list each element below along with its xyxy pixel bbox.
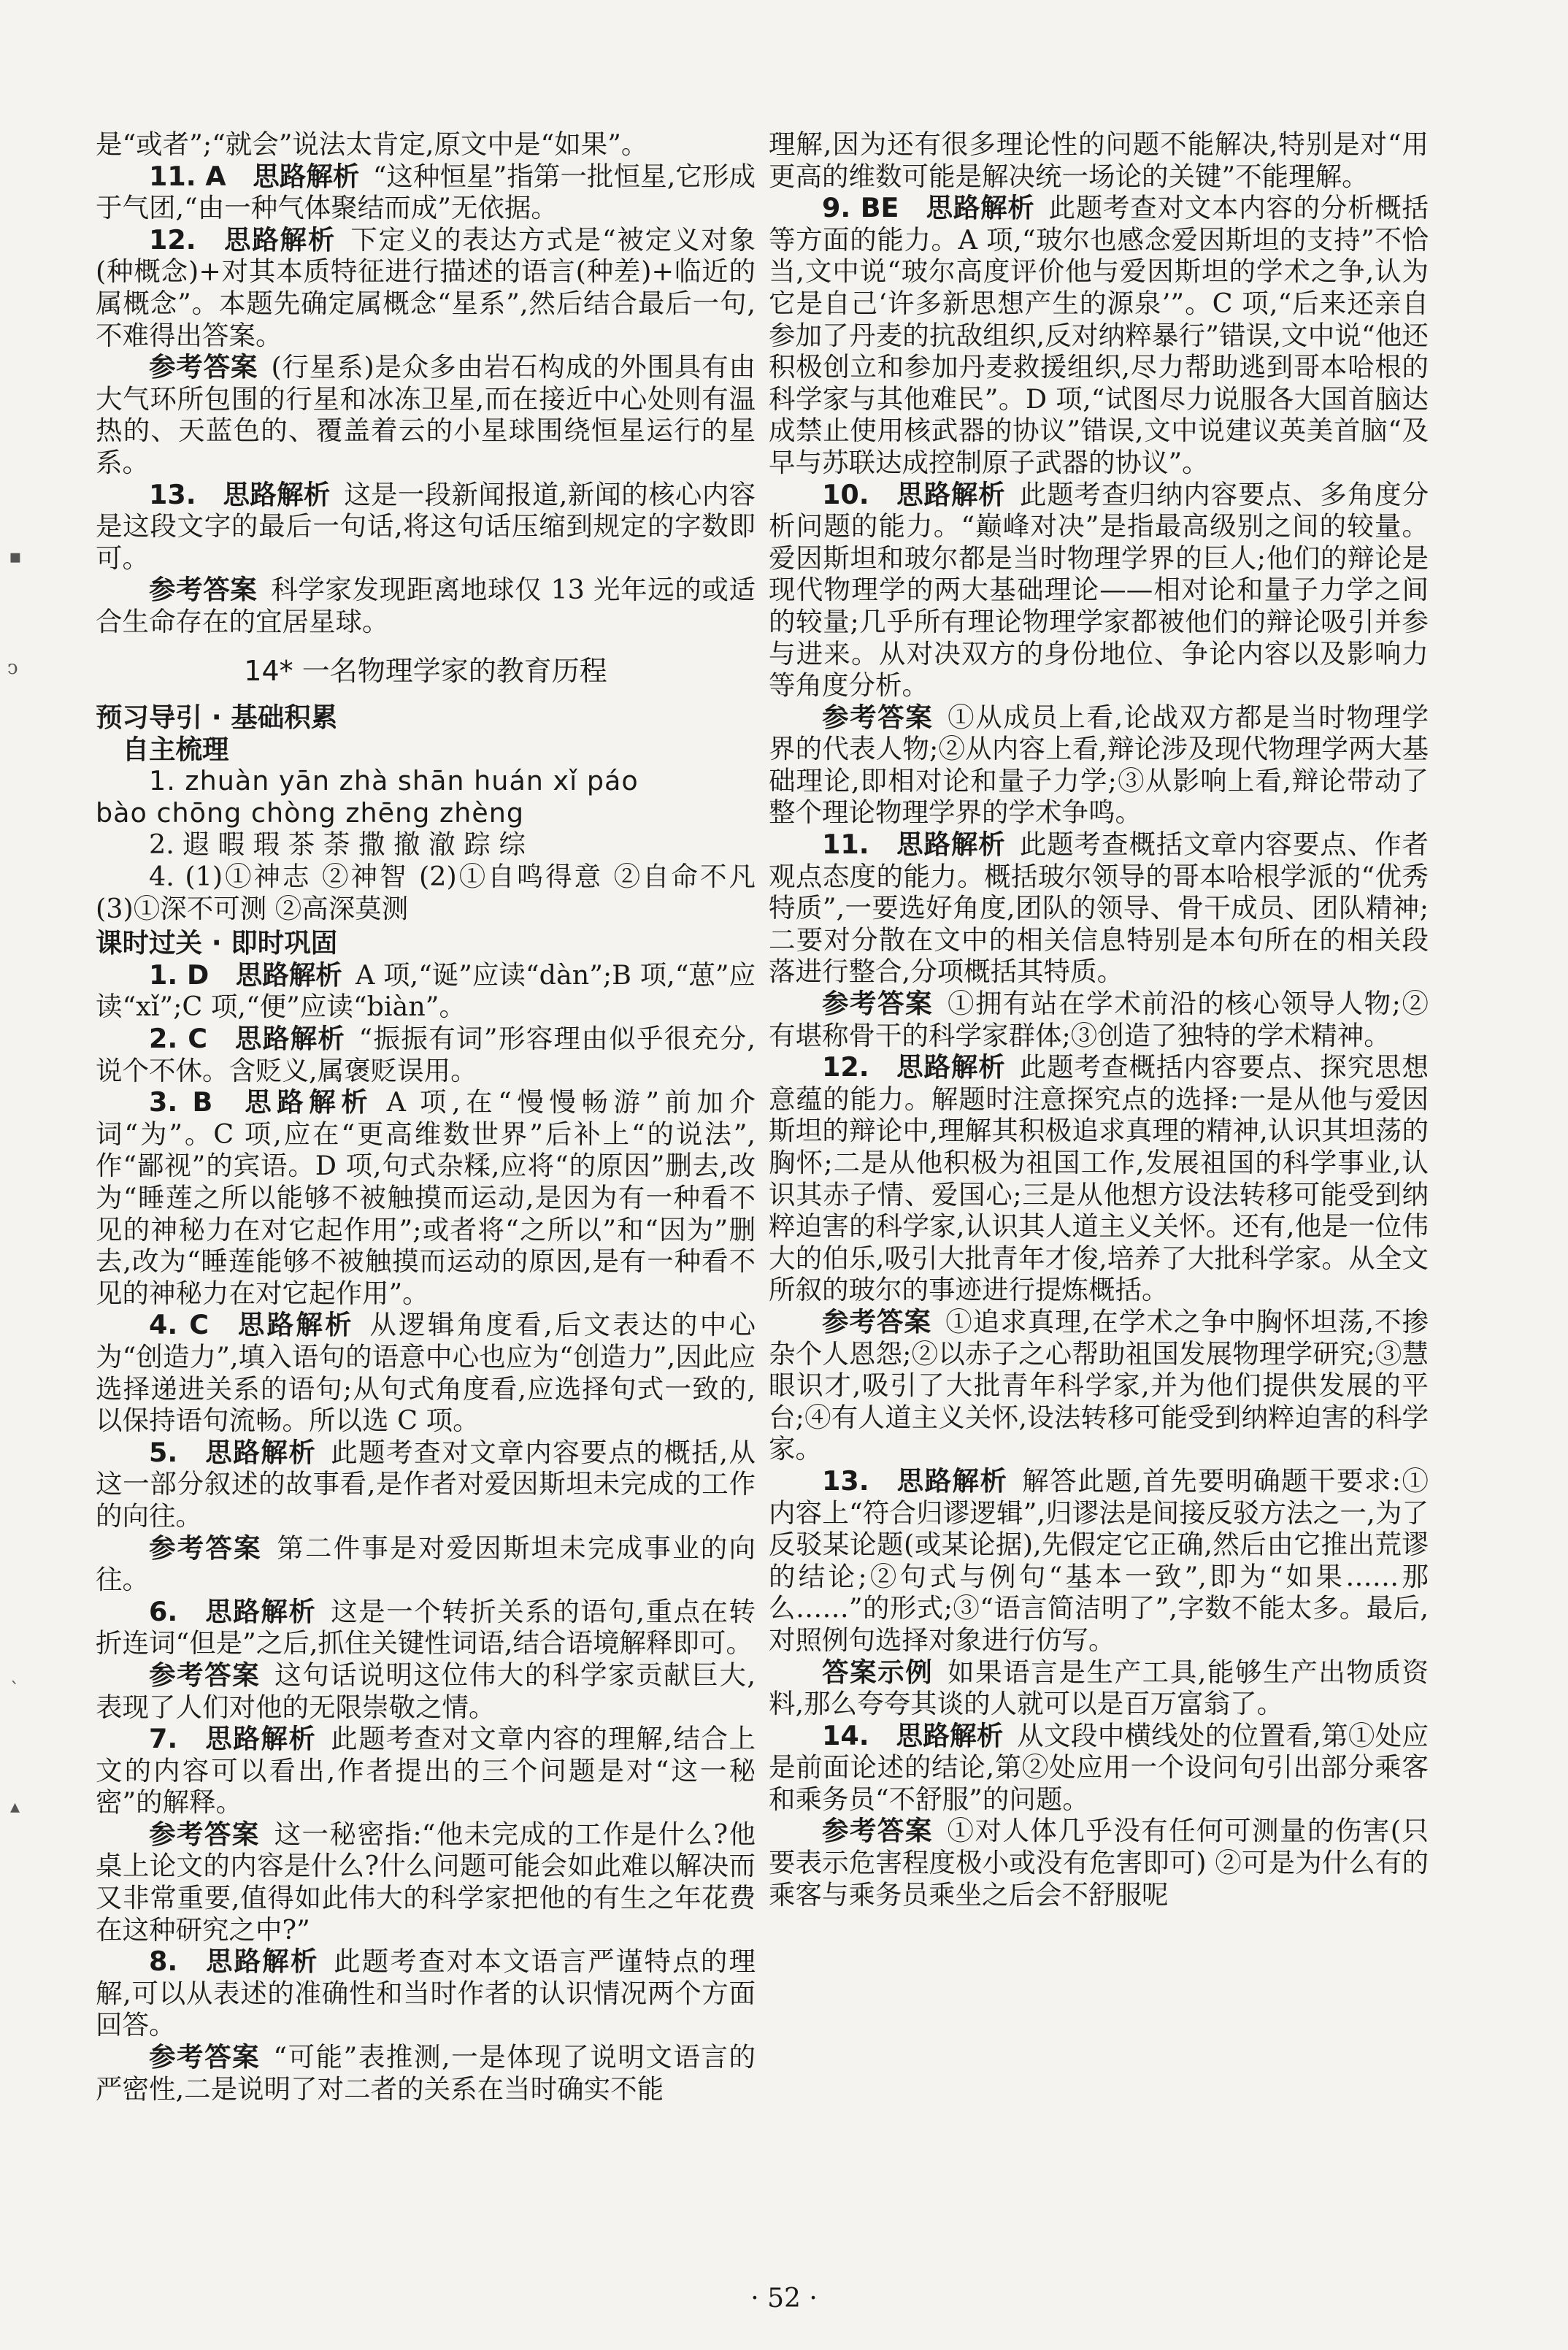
question-number: 4. C [149,1309,210,1341]
answer-paragraph [96,479,756,575]
answer-paragraph [96,224,756,351]
paragraph-text: 科学家发现距离地球仅 13 光年远的或适合生命存在的宜居星球。 [96,574,756,637]
paragraph-text: “这种恒星”指第一批恒星,它形成于气团,“由一种气体聚结而成”无依据。 [96,160,756,224]
answer-paragraph [96,161,756,224]
paragraph-text: 4. (1)①神志 ②神智 (2)①自鸣得意 ②自命不凡 (3)①深不可测 ②高深莫测 [96,861,756,924]
question-number: 1. D [149,959,210,991]
left-column [96,128,756,2105]
paragraph-text: 从文段中横线处的位置看,第①处应是前面论述的结论,第②处应用一个设问句引出部分乘客和乘务员“不舒服”的问题。 [769,1719,1429,1815]
paragraph-text: ①对人体几乎没有任何可测量的伤害(只要表示危害程度极小或没有危害即可) ②可是为什么有的乘客与乘务员乘坐之后会不舒服呢 [769,1815,1429,1911]
answer-paragraph [96,1946,756,2041]
answer-label: 思路解析 [896,478,1006,510]
answer-label: 思路解析 [925,192,1035,224]
answer-label: 思路解析 [896,829,1006,861]
paragraph-text: 1. zhuàn yān zhà shān huán xǐ páo [149,765,639,797]
lesson-title [96,656,756,688]
paragraph-text: 这是一段新闻报道,新闻的核心内容是这段文字的最后一句话,将这句话压缩到规定的字数即可。 [96,478,756,574]
answer-label: 思路解析 [204,1595,317,1627]
paragraph-text: 理解,因为还有很多理论性的问题不能解决,特别是对“用更高的维数可能是解决统一场论的关键”不能理解。 [769,128,1429,192]
question-number: 13. [149,478,196,510]
answer-paragraph [96,1437,756,1532]
answer-paragraph [96,861,756,924]
answer-label: 参考答案 [149,1818,260,1850]
answer-paragraph [96,765,756,797]
answer-paragraph [769,702,1429,829]
paragraph-text: 课时过关 · 即时巩固 [96,927,338,959]
answer-label: 参考答案 [149,351,258,383]
question-number: 13. [822,1464,869,1497]
paragraph-text: A 项,“诞”应读“dàn”;B 项,“葸”应读“xǐ”;C 项,“便”应读“biàn”。 [96,959,756,1023]
answer-label: 参考答案 [149,2041,261,2073]
paragraph-text: 此题考查概括文章内容要点、作者观点态度的能力。概括玻尔领导的哥本哈根学派的“优秀特质”,一要选好角度,团队的领导、骨干成员、团队精神;二要对分散在文中的相关信息特别是本句所在的相关段落进行整合,分项概括其特质。 [769,829,1429,988]
paragraph-text: 此题考查对本文语言严谨特点的理解,可以从表述的准确性和当时作者的认识情况两个方面回答。 [96,1946,756,2041]
answer-paragraph [96,128,756,161]
paragraph-text: “可能”表推测,一是体现了说明文语言的严密性,二是说明了对二者的关系在当时确实不能 [96,2041,756,2105]
section-heading [96,702,756,734]
answer-paragraph [769,1656,1429,1720]
paragraph-text: (行星系)是众多由岩石构成的外围具有由大气环所包围的行星和冰冻卫星,而在接近中心处则有温热的、天蓝色的、覆盖着云的小星球围绕恒星运行的星系。 [96,351,756,478]
margin-mark: ▴ [10,1796,20,1818]
answer-label: 思路解析 [223,223,337,256]
answer-paragraph [96,2041,756,2105]
question-number: 14. [822,1719,869,1751]
paragraph-text: 下定义的表达方式是“被定义对象(种概念)+对其本质特征进行描述的语言(种差)+临近的属概念”。本题先确定属概念“星系”,然后结合最后一句,不难得出答案。 [96,223,756,351]
question-number: 12. [149,223,196,256]
answer-label: 思路解析 [896,1464,1008,1497]
paragraph-text: 第二件事是对爱因斯坦未完成事业的向往。 [96,1532,756,1596]
answer-label: 思路解析 [204,1436,317,1468]
paragraph-text: 此题考查对文章内容的理解,结合上文的内容可以看出,作者提出的三个问题是对“这一秘密”的解释。 [96,1723,756,1819]
answer-label: 参考答案 [149,1532,262,1564]
question-number: 12. [822,1051,869,1083]
answer-paragraph [96,574,756,637]
answer-label: 参考答案 [822,1305,932,1337]
answer-label: 思路解析 [235,959,342,991]
paragraph-text: ①拥有站在学术前沿的核心领导人物;②有堪称骨干的科学家群体;③创造了独特的学术精神。 [769,988,1429,1051]
right-column [769,128,1429,1911]
answer-paragraph [769,1306,1429,1465]
paragraph-text: 这是一个转折关系的语句,重点在转折连词“但是”之后,抓住关键性词语,结合语境解释即可。 [96,1595,756,1659]
question-number: 6. [149,1595,178,1627]
paragraph-text: A 项,在“慢慢畅游”前加介词“为”。C 项,应在“更高维数世界”后补上“的说法”,作“鄙视”的宾语。D 项,句式杂糅,应将“的原因”删去,改为“睡莲之所以能够不被触摸而运动,是因为有一种看不见的神秘力在对它起作用”;或者将“之所以”和“因为”删去,改为“睡莲能够不被触摸而运动的原因,是有一种看不见的神秘力在对它起作用”。 [96,1086,756,1309]
answer-paragraph [769,1720,1429,1816]
question-number: 11. [822,829,869,861]
answer-paragraph [769,988,1429,1051]
answer-paragraph [96,1723,756,1819]
question-number: 10. [822,478,869,510]
answer-label: 思路解析 [223,478,331,510]
answer-label: 参考答案 [149,574,258,606]
paragraph-text: 此题考查归纳内容要点、多角度分析问题的能力。“巅峰对决”是指最高级别之间的较量。爱因斯坦和玻尔都是当时物理学界的巨人;他们的辩论是现代物理学的两大基础理论——相对论和量子力学之间的较量;几乎所有理论物理学家都被他们的辩论吸引并参与进来。从对决双方的身份地位、争论内容以及影响力等角度分析。 [769,478,1429,702]
answer-paragraph [769,192,1429,478]
paragraph-text: ①追求真理,在学术之争中胸怀坦荡,不掺杂个人恩怨;②以赤子之心帮助祖国发展物理学研究;③慧眼识才,吸引了大批青年科学家,并为他们提供发展的平台;④有人道主义关怀,设法转移可能受到纳粹迫害的科学家。 [769,1305,1429,1465]
question-number: 3. B [149,1086,213,1118]
paragraph-text: 是“或者”;“就会”说法太肯定,原文中是“如果”。 [96,128,648,160]
answer-label: 思路解析 [253,160,360,192]
section-heading [96,927,756,959]
paragraph-text: 解答此题,首先要明确题干要求:①内容上“符合归谬逻辑”,归谬法是间接反驳方法之一,为了反驳某论题(或某论据),先假定它正确,然后由它推出荒谬的结论;②句式与例句“基本一致”,即为“如果……那么……”的形式;③“语言简洁明了”,字数不能太多。最后,对照例句选择对象进行仿写。 [769,1464,1429,1656]
answer-label: 思路解析 [235,1309,354,1341]
answer-paragraph [769,829,1429,988]
answer-label: 思路解析 [234,1023,346,1055]
answer-paragraph [96,1659,756,1723]
answer-paragraph [96,1023,756,1086]
page-number: · 52 · [750,2284,818,2313]
paragraph-text: 如果语言是生产工具,能够生产出物质资料,那么夸夸其谈的人就可以是百万富翁了。 [769,1656,1429,1720]
question-number: 11. A [149,160,226,192]
answer-paragraph [769,128,1429,192]
subsection-heading [96,734,756,766]
paragraph-text: 此题考查对文本内容的分析概括等方面的能力。A 项,“玻尔也感念爱因斯坦的支持”不恰当,文中说“玻尔高度评价他与爱因斯坦的学术之争,认为它是自己‘许多新思想产生的源泉’”。C 项,“后来还亲自参加了丹麦的抗敌组织,反对纳粹暴行”错误,文中说“他还积极创立和参加丹麦救援组织,尽力帮助逃到哥本哈根的科学家与其他难民”。D 项,“试图尽力说服各大国首脑达成禁止使用核武器的协议”错误,文中说建议英美首脑“及早与苏联达成控制原子武器的协议”。 [769,192,1429,478]
question-number: 2. C [149,1023,208,1055]
paragraph-text: 2. 遐 暇 瑕 茶 荼 撒 撤 澈 踪 综 [149,829,526,861]
question-number: 7. [149,1723,178,1755]
answer-label: 参考答案 [822,988,934,1020]
paragraph-text: bào chōng chòng zhēng zhèng [96,796,525,829]
paragraph-text: 自主梳理 [122,733,229,765]
margin-mark: ▪ [9,546,22,568]
answer-paragraph [96,1532,756,1596]
question-number: 8. [149,1946,178,1978]
answer-label: 答案示例 [822,1656,934,1688]
answer-label: 参考答案 [822,701,934,733]
answer-paragraph [96,1819,756,1946]
answer-paragraph [96,829,756,861]
question-number: 5. [149,1436,178,1468]
answer-paragraph [96,351,756,478]
answer-paragraph [96,1596,756,1659]
paragraph-text: “振振有词”形容理由似乎很充分,说个不休。含贬义,属褒贬误用。 [96,1023,756,1086]
answer-paragraph [96,1309,756,1436]
paragraph-text: 从逻辑角度看,后文表达的中心为“创造力”,填入语句的语意中心也应为“创造力”,因此应选择递进关系的语句;从句式角度看,应选择句式一致的,以保持语句流畅。所以选 C 项。 [96,1309,756,1437]
margin-mark: ˋ [10,1679,20,1701]
paragraph-text: ①从成员上看,论战双方都是当时物理学界的代表人物;②从内容上看,辩论涉及现代物理学两大基础理论,即相对论和量子力学;③从影响上看,辩论带动了整个理论物理学界的学术争鸣。 [769,701,1429,829]
paragraph-text: 14* 一名物理学家的教育历程 [244,654,607,687]
answer-paragraph [769,1815,1429,1911]
question-number: 9. BE [822,192,899,224]
answer-label: 思路解析 [239,1086,374,1118]
answer-paragraph [96,1086,756,1309]
answer-paragraph [769,479,1429,702]
paragraph-text: 这句话说明这位伟大的科学家贡献巨大,表现了人们对他的无限崇敬之情。 [96,1659,756,1723]
answer-label: 思路解析 [204,1946,319,1978]
answer-paragraph [769,1051,1429,1306]
paragraph-text: 此题考查概括内容要点、探究思想意蕴的能力。解题时注意探究点的选择:一是从他与爱因斯坦的辩论中,理解其积极追求真理的精神,认识其坦荡的胸怀;二是从他积极为祖国工作,发展祖国的科学事业,认识其赤子情、爱国心;三是从他想方设法转移可能受到纳粹迫害的科学家,认识其人道主义关怀。还有,他是一位伟大的伯乐,吸引大批青年才俊,培养了大批科学家。从全文所叙的玻尔的事迹进行提炼概括。 [769,1051,1429,1306]
answer-label: 思路解析 [896,1719,1004,1751]
answer-paragraph [769,1465,1429,1656]
answer-paragraph [96,797,756,829]
margin-mark: ↄ [7,657,18,679]
answer-label: 参考答案 [822,1815,933,1847]
paragraph-text: 此题考查对文章内容要点的概括,从这一部分叙述的故事看,是作者对爱因斯坦未完成的工作的向往。 [96,1436,756,1532]
paragraph-text: 这一秘密指:“他未完成的工作是什么?他桌上论文的内容是什么?什么问题可能会如此难以解决而又非常重要,值得如此伟大的科学家把他的有生之年花费在这种研究之中?” [96,1818,756,1946]
answer-label: 参考答案 [149,1659,261,1691]
paragraph-text: 预习导引 · 基础积累 [96,702,338,734]
answer-label: 思路解析 [896,1051,1006,1083]
answer-label: 思路解析 [204,1723,317,1755]
answer-paragraph [96,959,756,1023]
